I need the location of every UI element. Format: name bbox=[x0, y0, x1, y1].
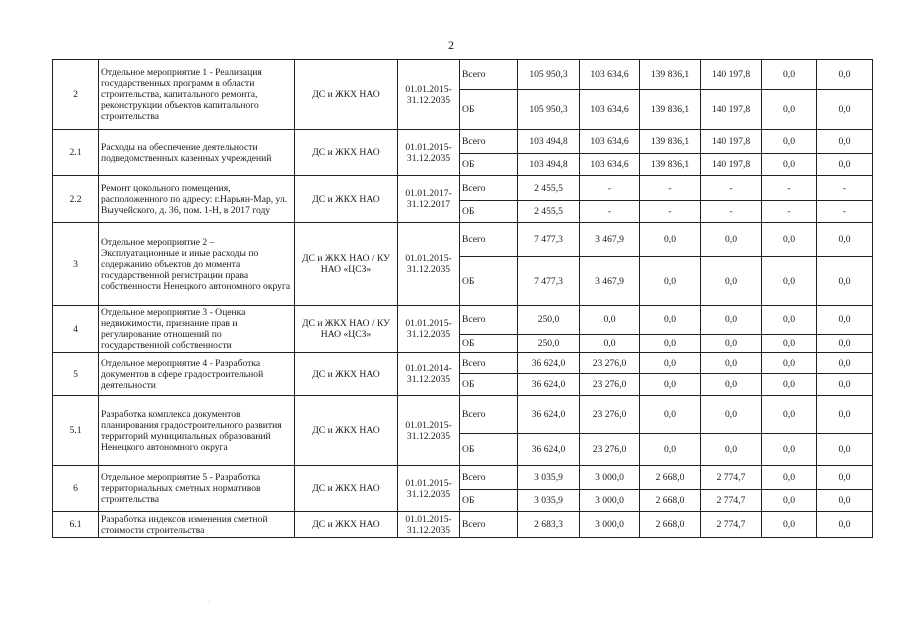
amount-cell: 0,0 bbox=[640, 306, 701, 335]
program-measures-table bbox=[52, 59, 873, 538]
amount-cell: 2 774,7 bbox=[701, 512, 762, 538]
amount-cell: 139 836,1 bbox=[640, 154, 701, 176]
row-number: 4 bbox=[53, 306, 99, 353]
amount-cell: 0,0 bbox=[817, 353, 873, 374]
table-row bbox=[53, 353, 873, 374]
amount-cell: 250,0 bbox=[518, 306, 580, 335]
amount-cell: 140 197,8 bbox=[701, 130, 762, 154]
amount-cell: 103 494,8 bbox=[518, 130, 580, 154]
amount-cell: 0,0 bbox=[701, 353, 762, 374]
amount-cell: 0,0 bbox=[640, 334, 701, 352]
amount-cell: 0,0 bbox=[640, 257, 701, 306]
amount-cell: 0,0 bbox=[701, 434, 762, 466]
measure-name: Отдельное мероприятие 3 - Оценка недвижимости, признание прав и регулирование отношений по государственной собственности bbox=[99, 306, 295, 353]
amount-cell: 0,0 bbox=[580, 334, 640, 352]
amount-cell: - bbox=[701, 176, 762, 201]
period: 01.01.2015-31.12.2035 bbox=[398, 130, 460, 176]
amount-cell: 0,0 bbox=[762, 154, 817, 176]
table-row bbox=[53, 512, 873, 538]
amount-cell: 0,0 bbox=[817, 334, 873, 352]
amount-cell: - bbox=[640, 201, 701, 223]
amount-cell: 2 455,5 bbox=[518, 176, 580, 201]
table-row bbox=[53, 130, 873, 154]
amount-cell: 0,0 bbox=[762, 466, 817, 490]
amount-cell: 36 624,0 bbox=[518, 353, 580, 374]
period: 01.01.2017-31.12.2017 bbox=[398, 176, 460, 223]
scan-artifact: · bbox=[208, 598, 211, 606]
row-number: 6 bbox=[53, 466, 99, 512]
table-row bbox=[53, 396, 873, 434]
amount-cell: 7 477,3 bbox=[518, 223, 580, 257]
amount-cell: 0,0 bbox=[762, 90, 817, 130]
amount-cell: 3 000,0 bbox=[580, 466, 640, 490]
period: 01.01.2015-31.12.2035 bbox=[398, 396, 460, 466]
row-number: 2.1 bbox=[53, 130, 99, 176]
amount-cell: 2 668,0 bbox=[640, 512, 701, 538]
amount-cell: 0,0 bbox=[580, 306, 640, 335]
amount-cell: - bbox=[580, 201, 640, 223]
table-row bbox=[53, 306, 873, 335]
period: 01.01.2015-31.12.2035 bbox=[398, 466, 460, 512]
table-row bbox=[53, 176, 873, 201]
table-row bbox=[53, 223, 873, 257]
executor: ДС и ЖКХ НАО bbox=[295, 466, 398, 512]
measure-name: Разработка индексов изменения сметной стоимости строительства bbox=[99, 512, 295, 538]
amount-cell: - bbox=[640, 176, 701, 201]
amount-cell: 0,0 bbox=[640, 223, 701, 257]
amount-cell: - bbox=[762, 201, 817, 223]
amount-cell: 0,0 bbox=[762, 374, 817, 396]
amount-cell: 0,0 bbox=[762, 306, 817, 335]
amount-cell: 36 624,0 bbox=[518, 434, 580, 466]
funding-source: Всего bbox=[460, 176, 518, 201]
amount-cell: 2 683,3 bbox=[518, 512, 580, 538]
row-number: 3 bbox=[53, 223, 99, 306]
executor: ДС и ЖКХ НАО bbox=[295, 396, 398, 466]
amount-cell: 0,0 bbox=[817, 223, 873, 257]
amount-cell: 139 836,1 bbox=[640, 90, 701, 130]
amount-cell: 36 624,0 bbox=[518, 396, 580, 434]
row-number: 5 bbox=[53, 353, 99, 396]
amount-cell: 0,0 bbox=[762, 60, 817, 90]
funding-source: Всего bbox=[460, 130, 518, 154]
funding-source: ОБ bbox=[460, 90, 518, 130]
funding-source: Всего bbox=[460, 223, 518, 257]
amount-cell: 3 467,9 bbox=[580, 257, 640, 306]
amount-cell: 7 477,3 bbox=[518, 257, 580, 306]
funding-source: ОБ bbox=[460, 257, 518, 306]
amount-cell: 0,0 bbox=[762, 334, 817, 352]
amount-cell: 0,0 bbox=[817, 374, 873, 396]
executor: ДС и ЖКХ НАО bbox=[295, 60, 398, 130]
amount-cell: 140 197,8 bbox=[701, 60, 762, 90]
row-number: 2 bbox=[53, 60, 99, 130]
period: 01.01.2015-31.12.2035 bbox=[398, 60, 460, 130]
executor: ДС и ЖКХ НАО bbox=[295, 176, 398, 223]
measure-name: Ремонт цокольного помещения, расположенного по адресу: г.Нарьян-Мар, ул. Выучейского, д. 36, пом. 1-Н, в 2017 году bbox=[99, 176, 295, 223]
amount-cell: 0,0 bbox=[701, 306, 762, 335]
amount-cell: 0,0 bbox=[640, 396, 701, 434]
period: 01.01.2014-31.12.2035 bbox=[398, 353, 460, 396]
page-number: 2 bbox=[448, 38, 454, 52]
amount-cell: 0,0 bbox=[817, 154, 873, 176]
amount-cell: 0,0 bbox=[762, 434, 817, 466]
row-number: 2.2 bbox=[53, 176, 99, 223]
amount-cell: 0,0 bbox=[701, 223, 762, 257]
amount-cell: 3 035,9 bbox=[518, 490, 580, 512]
amount-cell: 0,0 bbox=[701, 374, 762, 396]
amount-cell: 3 035,9 bbox=[518, 466, 580, 490]
amount-cell: 105 950,3 bbox=[518, 90, 580, 130]
amount-cell: - bbox=[580, 176, 640, 201]
amount-cell: 0,0 bbox=[762, 257, 817, 306]
funding-source: Всего bbox=[460, 353, 518, 374]
amount-cell: 103 634,6 bbox=[580, 130, 640, 154]
amount-cell: 2 774,7 bbox=[701, 466, 762, 490]
executor: ДС и ЖКХ НАО bbox=[295, 512, 398, 538]
executor: ДС и ЖКХ НАО / КУ НАО «ЦСЗ» bbox=[295, 306, 398, 353]
measure-name: Отдельное мероприятие 5 - Разработка территориальных сметных нормативов строительства bbox=[99, 466, 295, 512]
amount-cell: 0,0 bbox=[817, 466, 873, 490]
funding-source: Всего bbox=[460, 512, 518, 538]
amount-cell: 2 668,0 bbox=[640, 490, 701, 512]
amount-cell: 0,0 bbox=[701, 396, 762, 434]
funding-source: ОБ bbox=[460, 334, 518, 352]
amount-cell: 103 634,6 bbox=[580, 60, 640, 90]
amount-cell: 0,0 bbox=[762, 396, 817, 434]
row-number: 5.1 bbox=[53, 396, 99, 466]
amount-cell: 0,0 bbox=[762, 512, 817, 538]
amount-cell: 0,0 bbox=[762, 490, 817, 512]
measure-name: Расходы на обеспечение деятельности подведомственных казенных учреждений bbox=[99, 130, 295, 176]
amount-cell: 250,0 bbox=[518, 334, 580, 352]
measure-name: Отдельное мероприятие 4 - Разработка документов в сфере градостроительной деятельности bbox=[99, 353, 295, 396]
amount-cell: - bbox=[817, 176, 873, 201]
funding-source: ОБ bbox=[460, 154, 518, 176]
measure-name: Разработка комплекса документов планирования градостроительного развития территорий муниципальных образований Ненецкого автономного округа bbox=[99, 396, 295, 466]
amount-cell: 0,0 bbox=[817, 512, 873, 538]
funding-source: ОБ bbox=[460, 201, 518, 223]
amount-cell: 36 624,0 bbox=[518, 374, 580, 396]
amount-cell: 0,0 bbox=[817, 130, 873, 154]
amount-cell: 0,0 bbox=[817, 434, 873, 466]
funding-source: Всего bbox=[460, 306, 518, 335]
period: 01.01.2015-31.12.2035 bbox=[398, 306, 460, 353]
amount-cell: - bbox=[817, 201, 873, 223]
executor: ДС и ЖКХ НАО / КУ НАО «ЦСЗ» bbox=[295, 223, 398, 306]
amount-cell: 0,0 bbox=[762, 223, 817, 257]
amount-cell: 0,0 bbox=[762, 353, 817, 374]
executor: ДС и ЖКХ НАО bbox=[295, 130, 398, 176]
amount-cell: 23 276,0 bbox=[580, 374, 640, 396]
amount-cell: 103 494,8 bbox=[518, 154, 580, 176]
amount-cell: 139 836,1 bbox=[640, 130, 701, 154]
amount-cell: 2 455,5 bbox=[518, 201, 580, 223]
amount-cell: 139 836,1 bbox=[640, 60, 701, 90]
funding-source: ОБ bbox=[460, 374, 518, 396]
funding-source: Всего bbox=[460, 466, 518, 490]
amount-cell: 0,0 bbox=[701, 257, 762, 306]
amount-cell: 103 634,6 bbox=[580, 154, 640, 176]
amount-cell: 0,0 bbox=[762, 130, 817, 154]
amount-cell: 0,0 bbox=[817, 306, 873, 335]
amount-cell: 0,0 bbox=[817, 396, 873, 434]
amount-cell: - bbox=[701, 201, 762, 223]
table-row bbox=[53, 466, 873, 490]
amount-cell: 0,0 bbox=[817, 490, 873, 512]
amount-cell: 2 668,0 bbox=[640, 466, 701, 490]
amount-cell: 105 950,3 bbox=[518, 60, 580, 90]
row-number: 6.1 bbox=[53, 512, 99, 538]
executor: ДС и ЖКХ НАО bbox=[295, 353, 398, 396]
table-row bbox=[53, 60, 873, 90]
funding-source: Всего bbox=[460, 396, 518, 434]
amount-cell: 140 197,8 bbox=[701, 90, 762, 130]
measure-name: Отдельное мероприятие 1 - Реализация государственных программ в области строительства, капитального ремонта, реконструкции объектов капитального строительства bbox=[99, 60, 295, 130]
amount-cell: 103 634,6 bbox=[580, 90, 640, 130]
period: 01.01.2015-31.12.2035 bbox=[398, 512, 460, 538]
period: 01.01.2015-31.12.2035 bbox=[398, 223, 460, 306]
amount-cell: 23 276,0 bbox=[580, 396, 640, 434]
amount-cell: 2 774,7 bbox=[701, 490, 762, 512]
amount-cell: 0,0 bbox=[640, 434, 701, 466]
amount-cell: 140 197,8 bbox=[701, 154, 762, 176]
amount-cell: 3 467,9 bbox=[580, 223, 640, 257]
funding-source: Всего bbox=[460, 60, 518, 90]
amount-cell: 0,0 bbox=[640, 353, 701, 374]
amount-cell: 0,0 bbox=[817, 60, 873, 90]
funding-source: ОБ bbox=[460, 490, 518, 512]
amount-cell: 23 276,0 bbox=[580, 353, 640, 374]
measure-name: Отдельное мероприятие 2 – Эксплуатационные и иные расходы по содержанию объектов до момента государственной регистрации права собственности Ненецкого автономного округа bbox=[99, 223, 295, 306]
amount-cell: - bbox=[762, 176, 817, 201]
amount-cell: 0,0 bbox=[701, 334, 762, 352]
amount-cell: 3 000,0 bbox=[580, 490, 640, 512]
amount-cell: 0,0 bbox=[640, 374, 701, 396]
amount-cell: 0,0 bbox=[817, 257, 873, 306]
funding-source: ОБ bbox=[460, 434, 518, 466]
amount-cell: 0,0 bbox=[817, 90, 873, 130]
amount-cell: 3 000,0 bbox=[580, 512, 640, 538]
amount-cell: 23 276,0 bbox=[580, 434, 640, 466]
